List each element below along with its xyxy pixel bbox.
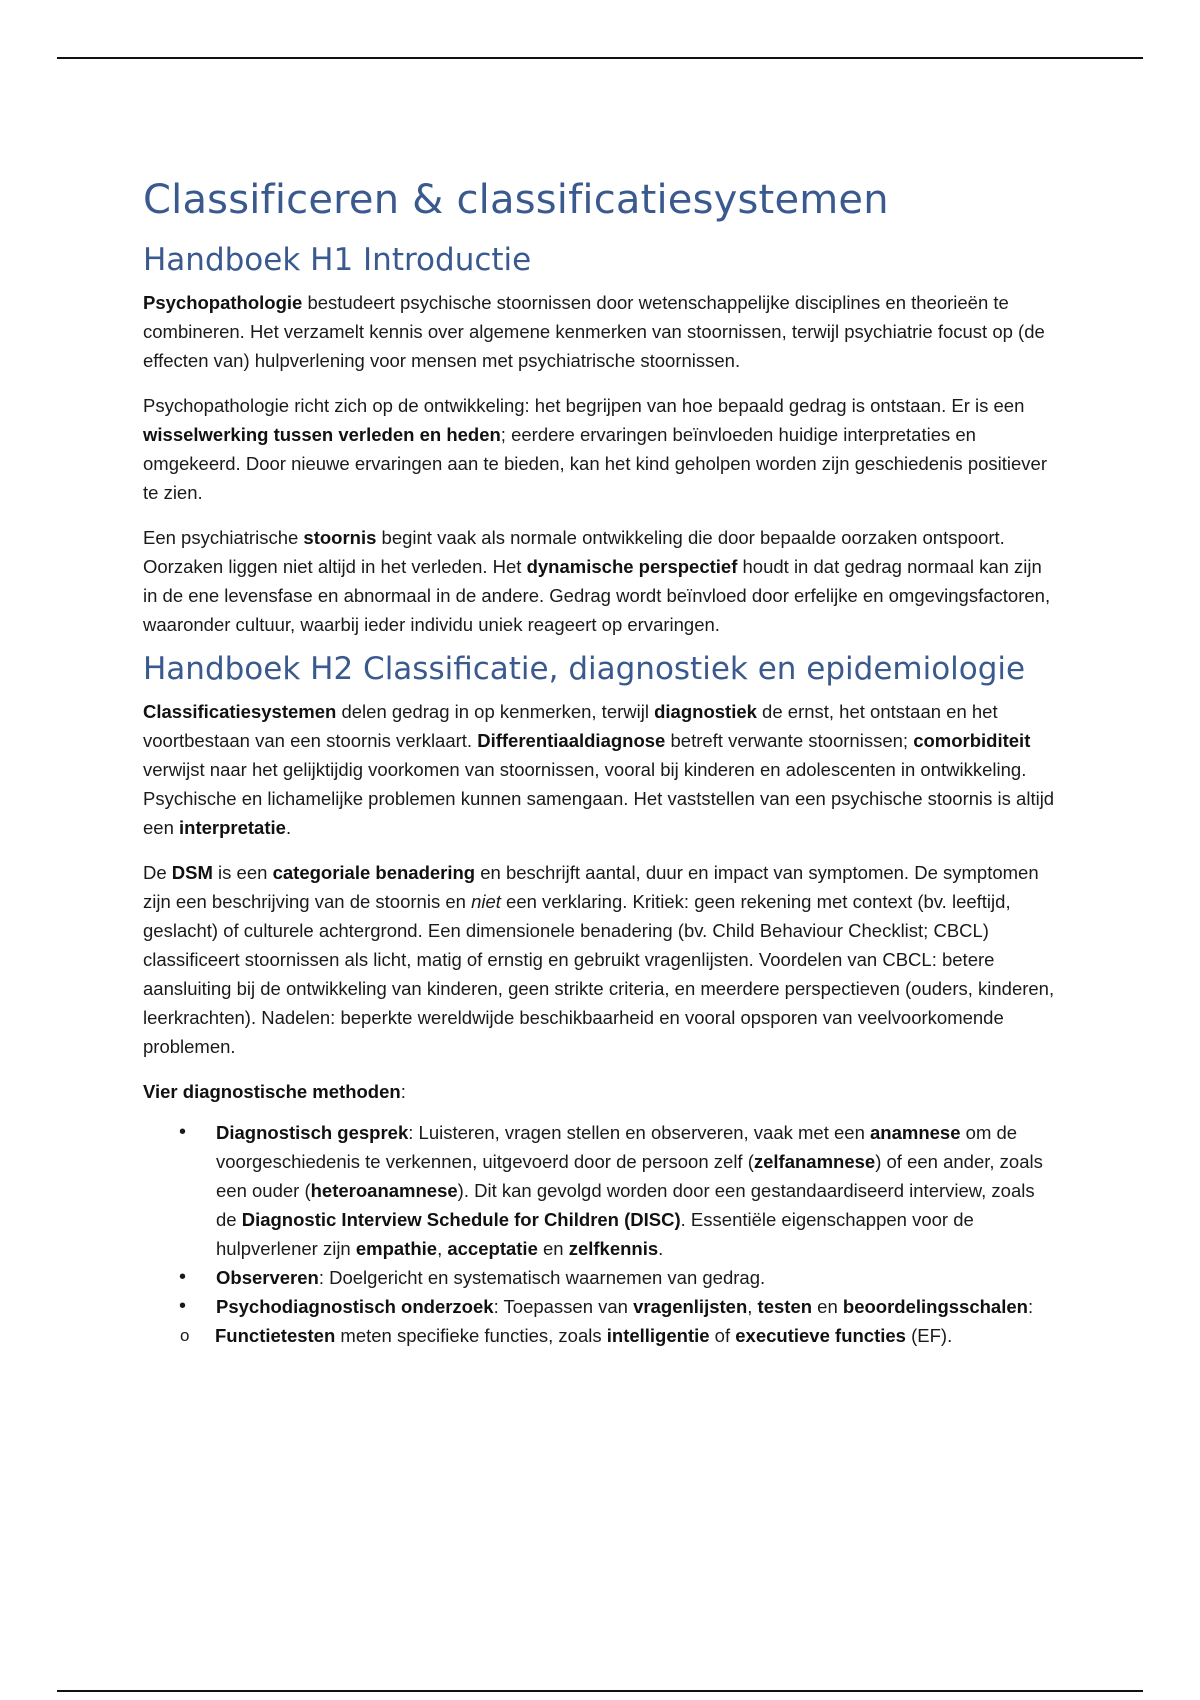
sub-list (216, 1321, 1058, 1350)
paragraph: Vier diagnostische methoden: (143, 1081, 406, 1102)
section-heading-h2: Handboek H2 Classificatie, diagnostiek en epidemiologie (143, 651, 1026, 687)
document-title: Classificeren & classificatiesystemen (143, 177, 889, 223)
list-item: • Diagnostisch gesprek: Luisteren, vragen stellen en observeren, vaak met een anamnese om de voorgeschiedenis te verkennen, uitgevoerd door de persoon zelf (zelfanamnese) of een ander, zoals een ouder (heteroanamnese). Dit kan gevolgd worden door een gestandaardiseerd interview, zoals de Diagnostic Interview Schedule for Children (DISC). Essentiële eigenschappen voor de hulpverlener zijn empathie, acceptatie en zelfkennis. (143, 1118, 1058, 1263)
methods-list (143, 1118, 1058, 1350)
list-item: • Psychodiagnostisch onderzoek: Toepassen van vragenlijsten, testen en beoordelingsschalen: o Functietesten meten specifieke functies, zoals intelligentie of executieve functies (EF). (143, 1292, 1058, 1350)
paragraph: Psychopathologie bestudeert psychische stoornissen door wetenschappelijke disciplines en theorieën te combineren. Het verzamelt kennis over algemene kenmerken van stoornissen, terwijl psychiatrie focust op (de effecten van) hulpverlening voor mensen met psychiatrische stoornissen. (143, 292, 1045, 371)
list-item: • Observeren: Doelgericht en systematisch waarnemen van gedrag. (143, 1263, 1058, 1292)
paragraph: Een psychiatrische stoornis begint vaak als normale ontwikkeling die door bepaalde oorzaken ontspoort. Oorzaken liggen niet altijd in het verleden. Het dynamische perspectief houdt in dat gedrag normaal kan zijn in de ene levensfase en abnormaal in de andere. Gedrag wordt beïnvloed door erfelijke en omgevingsfactoren, waaronder cultuur, waarbij ieder individu uniek reageert op ervaringen. (143, 527, 1051, 635)
header-rule (57, 57, 1143, 59)
footer-rule (57, 1690, 1143, 1692)
sub-list-item: o Functietesten meten specifieke functies, zoals intelligentie of executieve functies (EF). (143, 1321, 1058, 1350)
paragraph: Classificatiesystemen delen gedrag in op kenmerken, terwijl diagnostiek de ernst, het ontstaan en het voortbestaan van een stoornis verklaart. Differentiaaldiagnose betreft verwante stoornissen; comorbiditeit verwijst naar het gelijktijdig voorkomen van stoornissen, vooral bij kinderen en adolescenten in ontwikkeling. Psychische en lichamelijke problemen kunnen samengaan. Het vaststellen van een psychische stoornis is altijd een interpretatie. (143, 701, 1055, 838)
paragraph: De DSM is een categoriale benadering en beschrijft aantal, duur en impact van symptomen. De symptomen zijn een beschrijving van de stoornis en niet een verklaring. Kritiek: geen rekening met context (bv. leeftijd, geslacht) of culturele achtergrond. Een dimensionele benadering (bv. Child Behaviour Checklist; CBCL) classificeert stoornissen als licht, matig of ernstig en gebruikt vragenlijsten. Voordelen van CBCL: betere aansluiting bij de ontwikkeling van kinderen, geen strikte criteria, en meerdere perspectieven (ouders, kinderen, leerkrachten). Nadelen: beperkte wereldwijde beschikbaarheid en vooral opsporen van veelvoorkomende problemen. (143, 862, 1055, 1057)
document-body (143, 176, 1058, 1350)
paragraph: Psychopathologie richt zich op de ontwikkeling: het begrijpen van hoe bepaald gedrag is ontstaan. Er is een wisselwerking tussen verleden en heden; eerdere ervaringen beïnvloeden huidige interpretaties en omgekeerd. Door nieuwe ervaringen aan te bieden, kan het kind geholpen worden zijn geschiedenis positiever te zien. (143, 395, 1047, 503)
section-heading-h1: Handboek H1 Introductie (143, 242, 532, 278)
